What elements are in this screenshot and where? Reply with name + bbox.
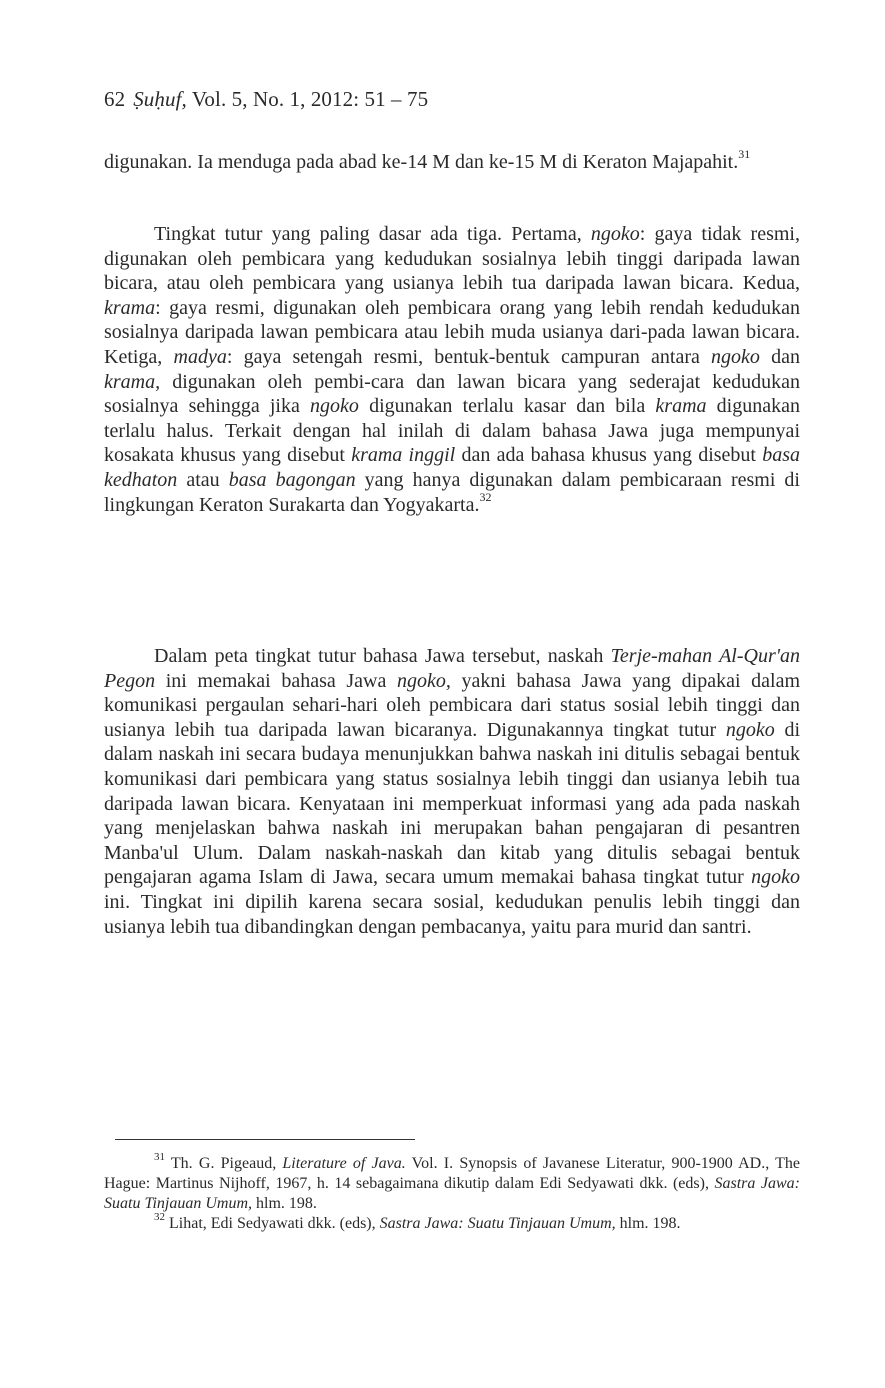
text-segment: di dalam naskah ini secara budaya menunjukkan bahwa naskah ini ditulis sebagai bentuk komunikasi dari pembicara yang status sosialnya lebih tinggi dan usianya lebih tua daripada lawan bicara. Kenyataan ini memperkuat informasi yang ada pada naskah yang menjelaskan bahwa naskah ini merupakan bahan pengajaran di pesantren Manba'ul Ulum. Dalam naskah-naskah dan kitab yang ditulis sebagai bentuk pengajaran agama Islam di Jawa, secara umum memakai bahasa tingkat tutur <box>104 718 800 889</box>
term-basa-kedhaton: basa kedhaton <box>104 444 801 491</box>
text-segment: digunakan terlalu halus. Terkait dengan hal inilah di dalam bahasa Jawa juga mempunyai kosakata khusus yang disebut <box>104 395 800 467</box>
text-segment: yang hanya digunakan dalam pembicaraan resmi di lingkungan Keraton Surakarta dan Yogyakarta. <box>104 468 800 516</box>
text-segment: hlm. 198. <box>615 1215 681 1232</box>
text-segment: : gaya resmi, digunakan oleh pembicara orang yang lebih rendah kedudukan sosialnya daripada lawan pembicara atau lebih muda usianya dari-pada lawan bicara. Ketiga, <box>104 296 800 368</box>
term-krama: krama <box>104 296 156 319</box>
text-segment: : gaya tidak resmi, digunakan oleh pembicara yang kedudukan sosialnya lebih tinggi daripada lawan bicara, atau oleh pembicara yang usianya lebih tua daripada lawan bicara. Kedua, <box>104 223 800 295</box>
text-segment: : gaya setengah resmi, bentuk-bentuk campuran antara <box>226 345 712 368</box>
footnote-31 <box>104 1150 801 1214</box>
term-madya: madya <box>173 345 227 368</box>
text-segment: yakni bahasa Jawa yang dipakai dalam komunikasi pergaulan sehari-hari oleh pembicara dari status sosial lebih tinggi dan usianya lebih tua daripada lawan bicaranya. Digunakannya tingkat tutur <box>104 669 800 741</box>
text-segment: Vol. I. Synopsis of Javanese Literatur, 900-1900 AD., The Hague: Martinus Nijhoff, 1967, h. 14 sebagaimana dikutip dalam Edi Sedyawati dkk. (eds), <box>104 1155 800 1192</box>
term-basa-bagongan: basa bagongan <box>228 468 356 491</box>
text-segment: digunakan oleh pembi-cara dan lawan bicara yang sederajat kedudukan sosialnya sehingga jika <box>104 370 800 418</box>
footnotes <box>104 1150 801 1234</box>
term-ngoko: ngoko <box>310 395 359 418</box>
text-segment: ini memakai bahasa Jawa <box>155 669 397 692</box>
term-ngoko: ngoko <box>590 223 640 245</box>
footnote-divider <box>115 1139 415 1140</box>
paragraph-speech-levels <box>104 222 800 517</box>
term-ngoko: ngoko, <box>396 669 451 692</box>
footnote-ref-32[interactable]: 32 <box>479 489 492 504</box>
paragraph-continuation <box>104 147 800 175</box>
journal-citation: Vol. 5, No. 1, 2012: 51 – 75 <box>186 87 429 111</box>
term-ngoko: ngoko <box>725 718 775 741</box>
footnote-ref-31[interactable]: 31 <box>738 147 751 162</box>
journal-title: Ṣuḥuf, <box>133 87 187 111</box>
paragraph-text: digunakan. Ia menduga pada abad ke-14 M dan ke-15 M di Keraton Majapahit. <box>104 151 739 173</box>
text-segment: Tingkat tutur yang paling dasar ada tiga. Pertama, <box>154 223 591 245</box>
title-terjemahan: Terje-mahan Al-Qur'an Pegon <box>104 645 801 692</box>
text-segment: dan ada bahasa khusus yang disebut <box>455 444 763 467</box>
book-title: Sastra Jawa: Suatu Tinjauan Umum, <box>379 1215 616 1232</box>
text-segment: Dalam peta tingkat tutur bahasa Jawa tersebut, naskah <box>154 645 611 667</box>
footnote-32 <box>104 1210 800 1234</box>
page-number: 62 <box>104 87 126 111</box>
text-segment: dan <box>759 345 800 368</box>
text-segment: digunakan terlalu kasar dan bila <box>358 395 656 418</box>
term-ngoko: ngoko <box>711 345 760 368</box>
footnote-number: 31 <box>154 1150 165 1163</box>
book-title: Sastra Jawa: Suatu Tinjauan Umum, <box>104 1175 801 1212</box>
paragraph-manuscript-analysis <box>104 644 800 939</box>
text-segment: Lihat, Edi Sedyawati dkk. (eds), <box>165 1215 380 1232</box>
running-header <box>104 86 428 112</box>
book-title: Literature of Java. <box>282 1155 406 1172</box>
term-krama: krama <box>655 395 707 418</box>
term-krama-inggil: krama inggil <box>351 444 456 467</box>
term-ngoko: ngoko <box>751 866 800 889</box>
text-segment: Th. G. Pigeaud, <box>165 1155 283 1172</box>
term-krama: krama, <box>104 370 161 393</box>
text-segment: ini. Tingkat ini dipilih karena secara sosial, kedudukan penulis lebih tinggi dan usianya lebih tua dibandingkan dengan pembacanya, yaitu para murid dan santri. <box>104 890 800 938</box>
text-segment: hlm. 198. <box>252 1195 317 1212</box>
text-segment: atau <box>177 468 229 491</box>
footnote-number: 32 <box>154 1210 165 1223</box>
